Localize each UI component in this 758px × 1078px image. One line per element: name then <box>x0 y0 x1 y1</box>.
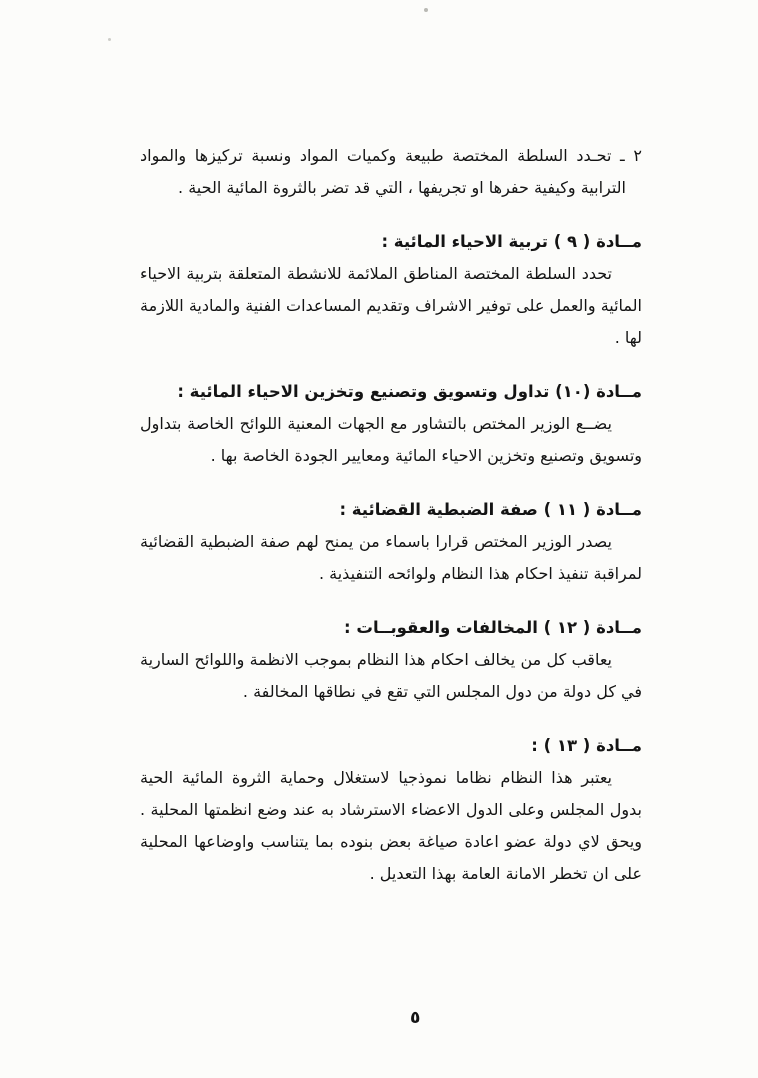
article-10-body: يضــع الوزير المختص بالتشاور مع الجهات المعنية اللوائح الخاصة بتداول وتسويق وتصنيع وتخزين الاحياء المائية ومعايير الجودة الخاصة بها . <box>140 414 642 465</box>
article-12-body: يعاقب كل من يخالف احكام هذا النظام بموجب الانظمة واللوائح السارية في كل دولة من دول المجلس التي تقع في نطاقها المخالفة . <box>140 650 642 701</box>
article-13-body: يعتبر هذا النظام نظاما نموذجيا لاستغلال وحماية الثروة المائية الحية بدول المجلس وعلى الدول الاعضاء الاسترشاد به عند وضع انظمتها المحلية . ويحق لاي دولة عضو اعادة صياغة بعض بنوده بما يتناسب واوضاعها المحلية على ان تخطر الامانة العامة بهذا التعديل . <box>140 768 642 883</box>
article-12-heading: مــادة ( ١٢ ) المخالفات والعقوبــات : <box>344 618 642 637</box>
article-9-heading: مــادة ( ٩ ) تربية الاحياء المائية : <box>381 232 642 251</box>
page-content <box>140 140 642 890</box>
numbered-item-2: ٢ ـ تحـدد السلطة المختصة طبيعة وكميات المواد ونسبة تركيزها والمواد الترابية وكيفية حفرها او تجريفها ، التي قد تضر بالثروة المائية الحية . <box>140 146 642 197</box>
article-11-heading: مــادة ( ١١ ) صفة الضبطية القضائية : <box>339 500 642 519</box>
page-number: ٥ <box>410 1008 421 1028</box>
article-11-body: يصدر الوزير المختص قرارا باسماء من يمنح لهم صفة الضبطية القضائية لمراقبة تنفيذ احكام هذا النظام ولوائحه التنفيذية . <box>140 532 642 583</box>
scan-artifact <box>424 8 428 12</box>
scan-artifact <box>108 38 111 41</box>
article-13-heading: مــادة ( ١٣ ) : <box>531 736 642 755</box>
article-10-heading: مــادة (١٠) تداول وتسويق وتصنيع وتخزين الاحياء المائية : <box>177 382 642 401</box>
article-9-body: تحدد السلطة المختصة المناطق الملائمة للانشطة المتعلقة بتربية الاحياء المائية والعمل على توفير الاشراف وتقديم المساعدات الفنية والمادية اللازمة لها . <box>140 264 642 347</box>
